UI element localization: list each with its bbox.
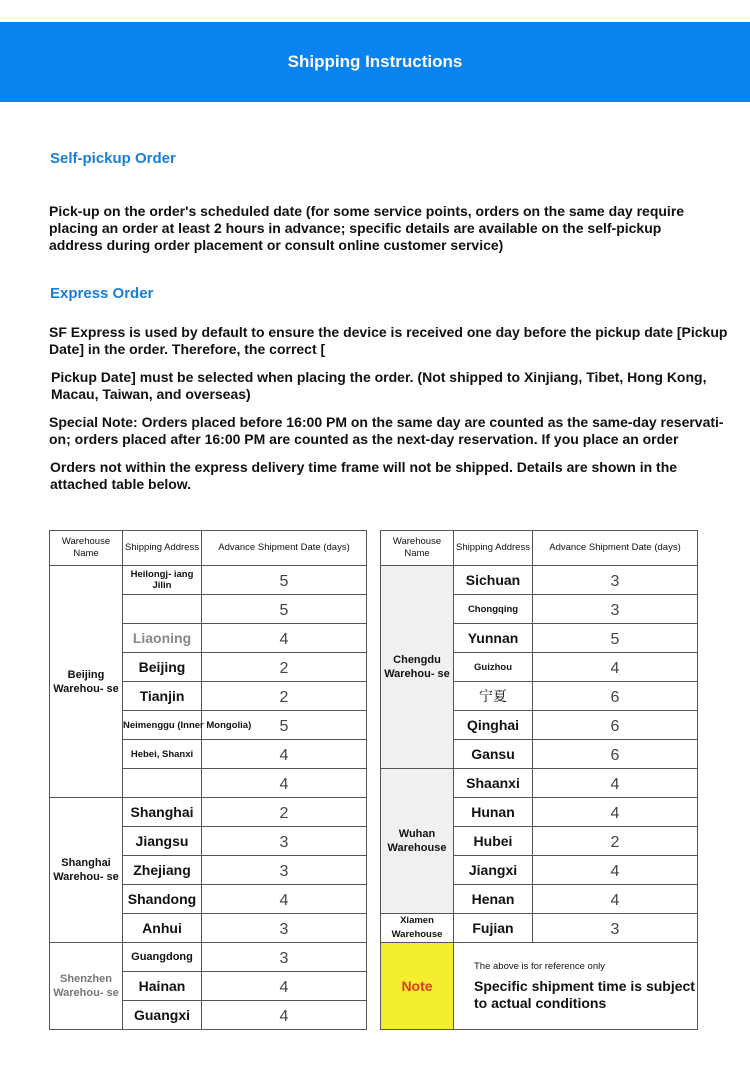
address-cell: Hebei, Shanxi: [123, 740, 202, 769]
days-cell: 3: [533, 595, 698, 624]
address-cell: Hunan: [454, 798, 533, 827]
page-title: Shipping Instructions: [287, 52, 463, 71]
special-note: Special Note: Orders placed before 16:00 PM on the same day are counted as the same-day reservati- on; orders placed after 16:00 PM are counted as the next-day reservation. If you place an order: [49, 414, 724, 447]
days-cell: 5: [202, 711, 367, 740]
address-cell: Liaoning: [123, 624, 202, 653]
days-cell: 4: [202, 885, 367, 914]
address-cell: Henan: [454, 885, 533, 914]
address-cell: Guizhou: [454, 653, 533, 682]
days-cell: 4: [533, 885, 698, 914]
header-shipping-address: Shipping Address: [454, 531, 533, 566]
days-cell: 2: [202, 653, 367, 682]
address-cell: Guangxi: [123, 1001, 202, 1030]
days-cell: 4: [202, 769, 367, 798]
days-cell: 2: [202, 798, 367, 827]
address-cell: Shaanxi: [454, 769, 533, 798]
days-cell: 4: [202, 624, 367, 653]
express-heading: Express Order: [50, 285, 154, 302]
days-cell: 5: [533, 624, 698, 653]
warehouse-shanghai: Shanghai Warehou- se: [50, 798, 123, 943]
express-paragraph-1: SF Express is used by default to ensure the device is received one day before the pickup date [Pickup Date] in the order. Therefore, the correct [: [49, 324, 728, 357]
self-pickup-heading: Self-pickup Order: [50, 150, 176, 167]
address-cell: Chongqing: [454, 595, 533, 624]
express-paragraph-2: Pickup Date] must be selected when placing the order. (Not shipped to Xinjiang, Tibet, Hong Kong, Macau, Taiwan, and overseas): [51, 369, 707, 402]
left-shipping-table: [49, 530, 367, 1030]
address-cell: Hubei: [454, 827, 533, 856]
days-cell: 4: [202, 1001, 367, 1030]
days-cell: 6: [533, 682, 698, 711]
address-cell: Sichuan: [454, 566, 533, 595]
days-cell: 4: [202, 740, 367, 769]
header-advance-days: Advance Shipment Date (days): [533, 531, 698, 566]
express-paragraph-3: Orders not within the express delivery time frame will not be shipped. Details are shown in the attached table below.: [50, 459, 678, 492]
address-cell: Qinghai: [454, 711, 533, 740]
address-cell: Anhui: [123, 914, 202, 943]
days-cell: 3: [202, 827, 367, 856]
header-advance-days: Advance Shipment Date (days): [202, 531, 367, 566]
days-cell: 2: [533, 827, 698, 856]
days-cell: 5: [202, 595, 367, 624]
note-main-text: Specific shipment time is subject to actual conditions: [474, 977, 695, 1011]
address-cell: Guangdong: [123, 943, 202, 972]
address-cell: Yunnan: [454, 624, 533, 653]
address-cell: [123, 595, 202, 624]
warehouse-wuhan: Wuhan Warehouse: [381, 769, 454, 914]
warehouse-beijing: Beijing Warehou- se: [50, 566, 123, 798]
address-cell: Neimenggu (Inner Mongolia): [123, 711, 202, 740]
days-cell: 3: [202, 856, 367, 885]
address-cell: Beijing: [123, 653, 202, 682]
days-cell: 4: [533, 653, 698, 682]
days-cell: 3: [533, 566, 698, 595]
days-cell: 5: [202, 566, 367, 595]
note-small-text: The above is for reference only: [474, 960, 605, 972]
header-warehouse-name: Warehouse Name: [50, 531, 123, 566]
address-cell: [123, 769, 202, 798]
address-cell: Tianjin: [123, 682, 202, 711]
note-content: [454, 943, 698, 1030]
days-cell: 3: [202, 943, 367, 972]
days-cell: 4: [533, 769, 698, 798]
header-shipping-address: Shipping Address: [123, 531, 202, 566]
self-pickup-text: Pick-up on the order's scheduled date (for some service points, orders on the same day require placing an order at least 2 hours in advance; specific details are available on the self-pickup address during order placement or consult online customer service): [49, 203, 685, 253]
days-cell: 3: [533, 914, 698, 943]
days-cell: 3: [202, 914, 367, 943]
header-bar: [0, 22, 750, 102]
address-cell: Fujian: [454, 914, 533, 943]
days-cell: 4: [533, 798, 698, 827]
address-cell: Gansu: [454, 740, 533, 769]
address-cell: Jiangxi: [454, 856, 533, 885]
right-shipping-table: [380, 530, 698, 1030]
address-cell: Heilongj- iang Jilin: [123, 566, 202, 595]
warehouse-xiamen: Xiamen Warehouse: [381, 914, 454, 943]
address-cell: Jiangsu: [123, 827, 202, 856]
warehouse-shenzhen: Shenzhen Warehou- se: [50, 943, 123, 1030]
address-cell: Shandong: [123, 885, 202, 914]
address-cell: Hainan: [123, 972, 202, 1001]
days-cell: 6: [533, 740, 698, 769]
address-cell: Zhejiang: [123, 856, 202, 885]
address-cell: 宁夏: [454, 682, 533, 711]
address-cell: Shanghai: [123, 798, 202, 827]
header-warehouse-name: Warehouse Name: [381, 531, 454, 566]
days-cell: 2: [202, 682, 367, 711]
days-cell: 4: [202, 972, 367, 1001]
warehouse-chengdu: Chengdu Warehou- se: [381, 566, 454, 769]
days-cell: 6: [533, 711, 698, 740]
note-label: Note: [381, 943, 454, 1030]
days-cell: 4: [533, 856, 698, 885]
